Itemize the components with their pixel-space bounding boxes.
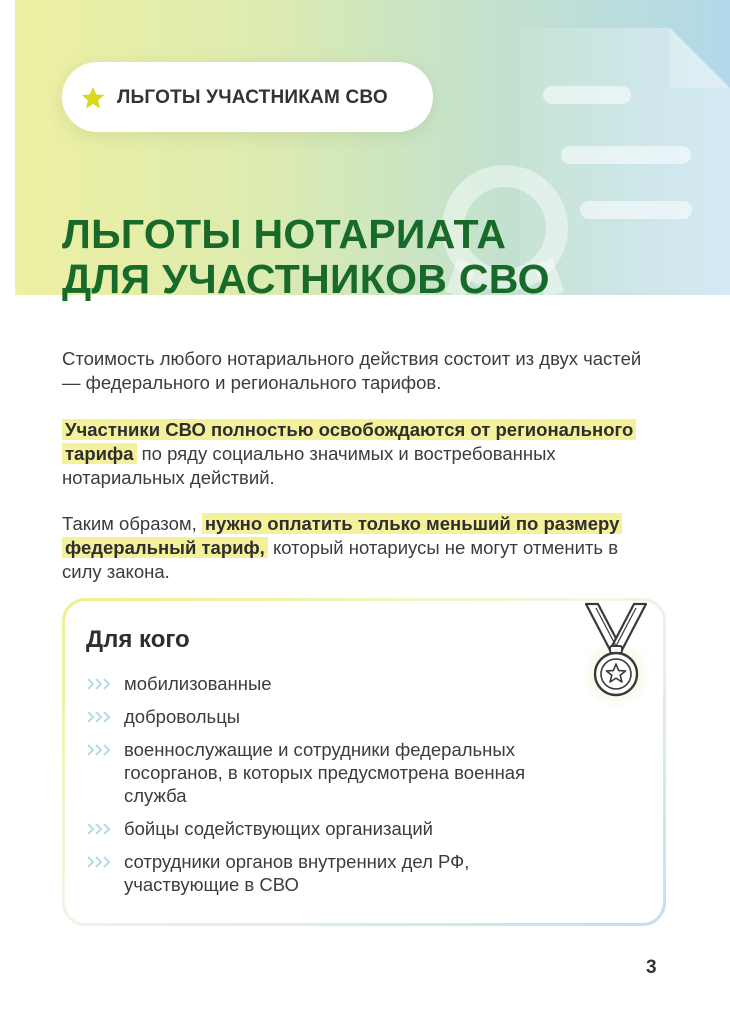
intro-paragraph-2 bbox=[62, 418, 662, 490]
chevrons-right-icon bbox=[86, 678, 112, 690]
chevrons-right-icon bbox=[86, 711, 112, 723]
page-title-line-1: ЛЬГОТЫ НОТАРИАТА bbox=[62, 211, 507, 257]
list-item-text: сотрудники органов внутренних дел РФ, участвующие в СВО bbox=[124, 851, 470, 895]
section-badge bbox=[62, 62, 433, 132]
intro-paragraph-3-lead: Таким образом, bbox=[62, 513, 202, 534]
list-item bbox=[86, 817, 586, 840]
list-item bbox=[86, 850, 524, 896]
section-badge-label: ЛЬГОТЫ УЧАСТНИКАМ СВО bbox=[117, 87, 388, 108]
highlight-exemption: Участники СВО полностью освобождаются от регионального тарифа bbox=[62, 419, 636, 464]
list-item bbox=[86, 705, 586, 728]
chevrons-right-icon bbox=[86, 856, 112, 868]
highlight-federal-tariff: нужно оплатить только меньший по размеру федеральный тариф, bbox=[62, 513, 622, 558]
page-title bbox=[62, 212, 550, 302]
list-item bbox=[86, 672, 586, 695]
eligibility-list bbox=[86, 672, 586, 906]
intro-paragraph-3-text: который нотариусы не могут отменить в силу закона. bbox=[62, 537, 619, 582]
list-item-text: мобилизованные bbox=[124, 673, 272, 694]
page-number: 3 bbox=[646, 957, 657, 978]
list-item-text: военнослужащие и сотрудники федеральных госорганов, в которых предусмотрена военная служба bbox=[124, 739, 526, 806]
page-title-line-2: ДЛЯ УЧАСТНИКОВ СВО bbox=[62, 256, 550, 302]
list-item-text: бойцы содействующих организаций bbox=[124, 818, 434, 839]
list-item bbox=[86, 738, 564, 807]
intro-paragraph-1: Стоимость любого нотариального действия состоит из двух частей — федерального и регионального тарифов. bbox=[62, 348, 642, 393]
card-title: Для кого bbox=[86, 626, 190, 653]
list-item-text: добровольцы bbox=[124, 706, 241, 727]
chevrons-right-icon bbox=[86, 823, 112, 835]
medal-icon bbox=[566, 596, 666, 708]
intro-paragraph-2-text: по ряду социально значимых и востребованных нотариальных действий. bbox=[62, 443, 556, 488]
chevrons-right-icon bbox=[86, 744, 112, 756]
star-icon bbox=[80, 85, 106, 111]
intro-paragraph-3 bbox=[62, 512, 662, 584]
